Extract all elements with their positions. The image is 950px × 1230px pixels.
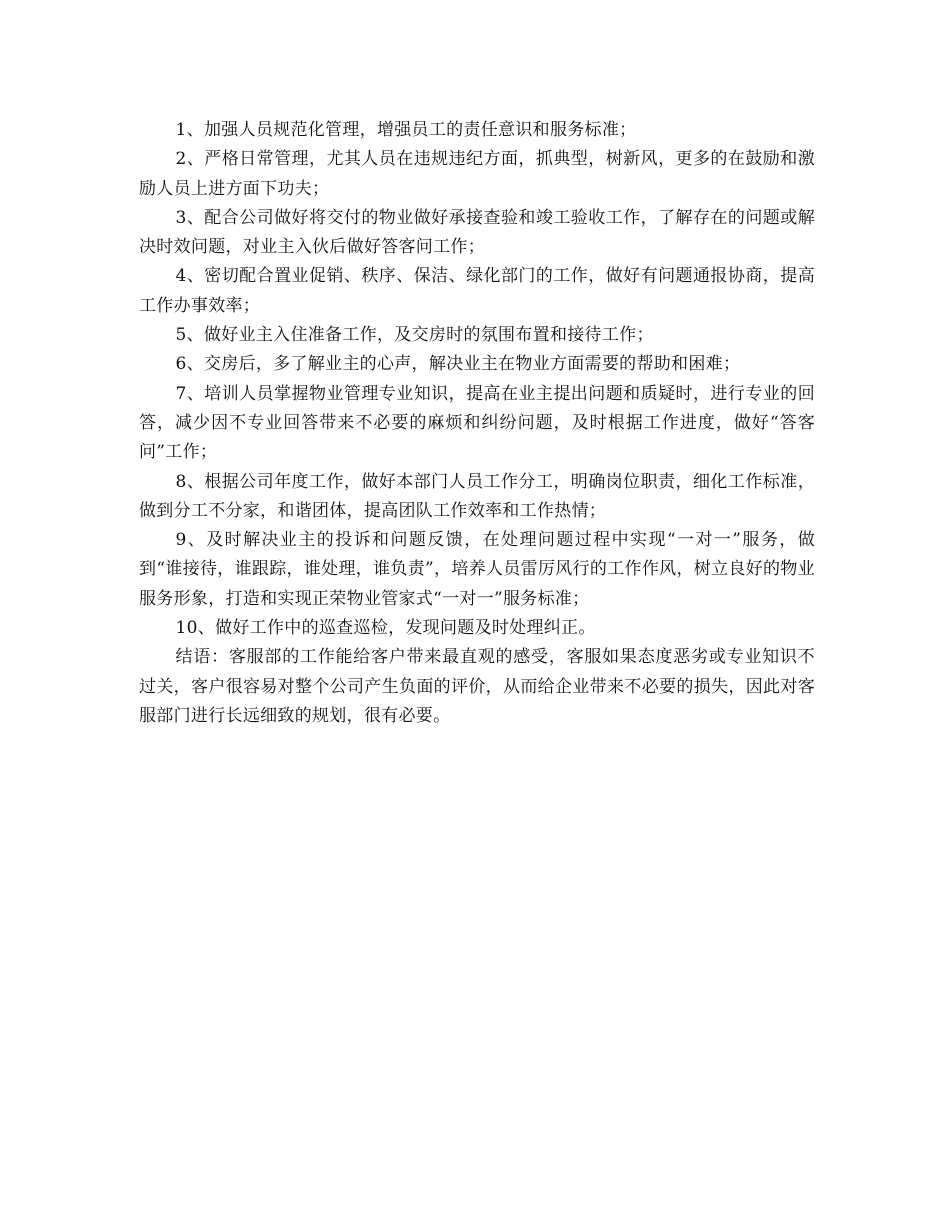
paragraph-item-10: 10、做好工作中的巡查巡检，发现问题及时处理纠正。 [175, 618, 596, 639]
paragraph-item-9: 9、及时解决业主的投诉和问题反馈，在处理问题过程中实现“一对一”服务，做到“谁接待，谁跟踪，谁处理，谁负责”，培养人员雷厉风行的工作作风，树立良好的物业服务形象，打造和实现正荣物业管家式“一对一”服务标准； [139, 530, 815, 609]
paragraph-item-2: 2、严格日常管理，尤其人员在违规违纪方面，抓典型，树新风，更多的在鼓励和激励人员上进方面下功夫； [139, 149, 815, 199]
paragraph-item-5: 5、做好业主入住准备工作，及交房时的氛围布置和接待工作； [175, 325, 654, 346]
paragraph-item-4: 4、密切配合置业促销、秩序、保洁、绿化部门的工作，做好有问题通报协商，提高工作办事效率； [139, 266, 815, 316]
paragraph-item-1: 1、加强人员规范化管理，增强员工的责任意识和服务标准； [175, 120, 637, 140]
document-body [139, 116, 815, 731]
paragraph-item-8: 8、根据公司年度工作，做好本部门人员工作分工，明确岗位职责，细化工作标准，做到分工不分家，和谐团体，提高团队工作效率和工作热情； [139, 471, 815, 521]
paragraph-item-3: 3、配合公司做好将交付的物业做好承接查验和竣工验收工作，了解存在的问题或解决时效问题，对业主入伙后做好答客问工作； [139, 207, 815, 258]
conclusion-paragraph: 结语：客服部的工作能给客户带来最直观的感受，客服如果态度恶劣或专业知识不过关，客户很容易对整个公司产生负面的评价，从而给企业带来不必要的损失，因此对客服部门进行长远细致的规划，很有必要。 [139, 647, 815, 726]
paragraph-item-7: 7、培训人员掌握物业管理专业知识，提高在业主提出问题和质疑时，进行专业的回答，减少因不专业回答带来不必要的麻烦和纠纷问题，及时根据工作进度，做好“答客问”工作； [139, 383, 815, 463]
paragraph-item-6: 6、交房后，多了解业主的心声，解决业主在物业方面需要的帮助和困难； [175, 354, 741, 375]
